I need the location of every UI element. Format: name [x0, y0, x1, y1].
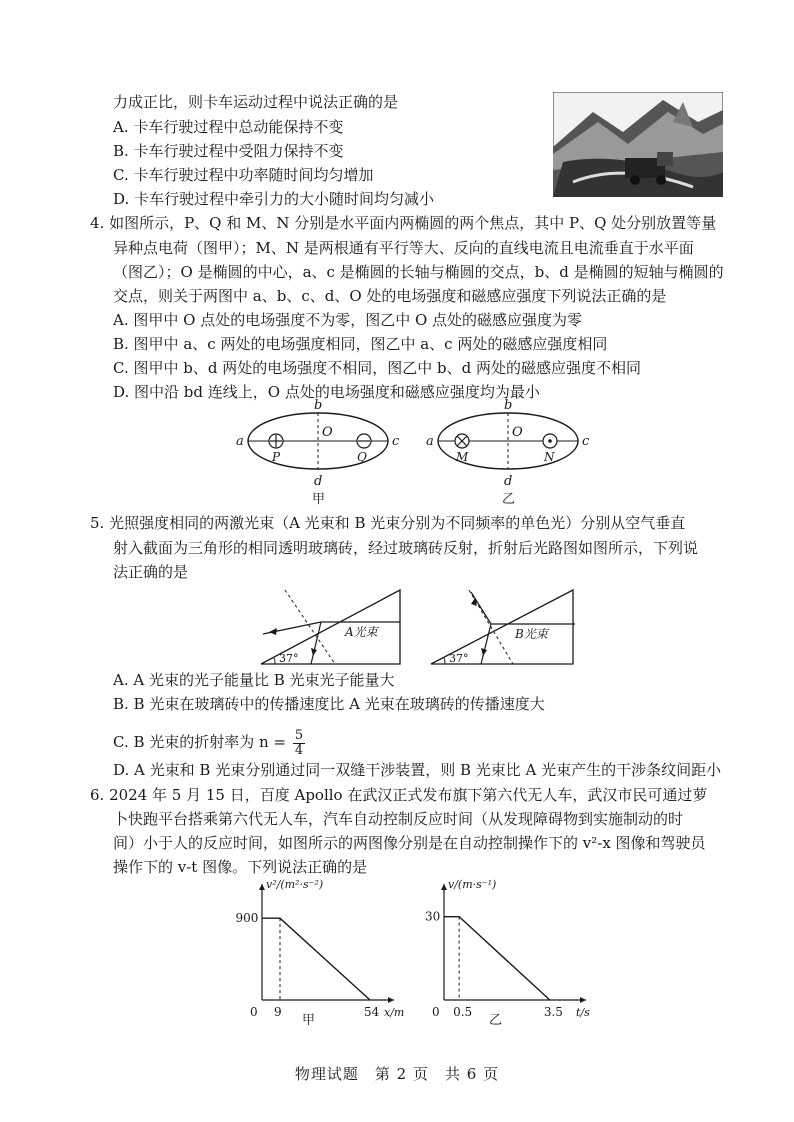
ellipse-figure-right [420, 395, 600, 507]
x-tick-label: 3.5 [543, 1005, 563, 1019]
q5-stem-line-2: 射入截面为三角形的相同透明玻璃砖，经过玻璃砖反射，折射后光路图如图所示，下列说 [113, 539, 699, 557]
x-tick-label: 54 [364, 1005, 380, 1019]
q6-stem-line-2: 卜快跑平台搭乘第六代无人车，汽车自动控制反应时间（从发现障碍物到实施制动的时 [113, 810, 684, 828]
q5-stem-line-3: 法正确的是 [113, 563, 189, 581]
q4-option-b: B. 图甲中 a、c 两处的电场强度相同，图乙中 a、c 两处的磁感应强度相同 [113, 335, 608, 353]
q6-stem-line-4: 操作下的 v-t 图像。下列说法正确的是 [113, 858, 368, 876]
fraction-numerator: 5 [294, 727, 304, 743]
label-n: N [544, 450, 555, 464]
fraction [293, 729, 305, 758]
q3-stem: 力成正比，则卡车运动过程中说法正确的是 [113, 93, 399, 111]
chart-caption: 甲 [302, 1013, 316, 1028]
y-axis-arrow-icon [441, 884, 447, 890]
beam-label: A光束 [345, 625, 378, 639]
q5-stem-line-1: 5. 光照强度相同的两激光束（A 光束和 B 光束分别为不同频率的单色光）分别从空气垂直 [90, 514, 686, 532]
series-line [444, 917, 550, 1000]
label-d: d [314, 474, 323, 489]
q4-option-c: C. 图甲中 b、d 两处的电场强度不相同，图乙中 b、d 两处的磁感应强度不相同 [113, 359, 641, 377]
x-tick-label: 0.5 [453, 1005, 473, 1019]
label-a: a [426, 434, 434, 449]
q6-stem-line-1: 6. 2024 年 5 月 15 日，百度 Apollo 在武汉正式发布旗下第六代无人车，武汉市民可通过萝 [90, 786, 708, 804]
label-c: c [392, 434, 400, 449]
label-o: O [512, 425, 523, 440]
label-p: P [272, 450, 281, 464]
x-axis-arrow-icon [580, 997, 586, 1003]
v2-x-chart [228, 868, 408, 1028]
q3-option-a: A. 卡车行驶过程中总动能保持不变 [113, 118, 344, 136]
q6-stem-line-3: 间）小于人的反应时间，如图所示的两图像分别是在自动控制操作下的 v²-x 图像和驾驶员 [113, 834, 706, 852]
fraction-denominator: 4 [294, 742, 304, 758]
label-a: a [236, 434, 244, 449]
q5-option-c [113, 722, 305, 762]
prism-figure-a [255, 588, 405, 668]
caption-jia: 甲 [312, 492, 326, 507]
q5-option-b: B. B 光束在玻璃砖中的传播速度比 A 光束在玻璃砖的传播速度大 [113, 695, 545, 713]
y-tick-label: 900 [235, 911, 259, 926]
prism-figure-b [425, 588, 580, 668]
q4-stem-line-4: 交点，则关于两图中 a、b、c、d、O 处的电场强度和磁感应强度下列说法正确的是 [113, 287, 667, 305]
truck-mountain-photo [553, 92, 723, 197]
q4-option-d: D. 图中沿 bd 连线上，O 点处的电场强度和磁感应强度均为最小 [113, 383, 540, 401]
q4-stem-line-1: 4. 如图所示，P、Q 和 M、N 分别是水平面内两椭圆的两个焦点，其中 P、Q 处分别放置等量 [90, 214, 717, 232]
q3-option-b: B. 卡车行驶过程中受阻力保持不变 [113, 142, 344, 160]
q4-stem-line-3: （图乙）；O 是椭圆的中心，a、c 是椭圆的长轴与椭圆的交点，b、d 是椭圆的短轴与椭圆的 [113, 263, 724, 281]
reflected-beam [481, 624, 491, 664]
q4-option-a: A. 图甲中 O 点处的电场强度不为零，图乙中 O 点处的磁感应强度为零 [113, 311, 583, 329]
x-axis-label: x/m [384, 1006, 405, 1019]
caption-yi: 乙 [502, 492, 516, 507]
label-b: b [504, 398, 513, 413]
x-axis-label: t/s [576, 1006, 590, 1019]
reflected-beam [311, 622, 321, 664]
label-m: M [456, 450, 469, 464]
label-b: b [314, 398, 323, 413]
label-q: Q [357, 450, 367, 464]
q3-option-d: D. 卡车行驶过程中牵引力的大小随时间均匀减小 [113, 190, 435, 208]
angle-label: 37° [449, 652, 469, 665]
x-tick-label: 0 [250, 1005, 258, 1019]
x-axis-arrow-icon [388, 997, 394, 1003]
v-t-chart [418, 868, 598, 1028]
q4-stem-line-2: 异种点电荷（图甲）；M、N 是两根通有平行等大、反向的直线电流且电流垂直于水平面 [113, 239, 694, 257]
ellipse-figure-left [230, 395, 410, 507]
y-axis-arrow-icon [259, 884, 265, 890]
q5-option-d: D. A 光束和 B 光束分别通过同一双缝干涉装置，则 B 光束比 A 光束产生的干涉条纹间距小 [113, 761, 722, 779]
angle-label: 37° [279, 652, 299, 665]
page-footer: 物理试题 第 2 页 共 6 页 [294, 1065, 500, 1083]
x-tick-label: 0 [432, 1005, 440, 1019]
y-axis-label: v/(m·s⁻¹) [448, 878, 497, 891]
chart-caption: 乙 [489, 1013, 503, 1028]
q3-option-c: C. 卡车行驶过程中功率随时间均匀增加 [113, 166, 374, 184]
y-tick-label: 30 [425, 909, 441, 924]
q5-option-a: A. A 光束的光子能量比 B 光束光子能量大 [113, 671, 395, 689]
refracted-beam [471, 592, 491, 624]
label-c: c [582, 434, 590, 449]
y-axis-label: v²/(m²·s⁻²) [266, 878, 324, 891]
q5-option-c-text: C. B 光束的折射率为 n = [113, 733, 287, 751]
series-line [262, 918, 370, 1000]
beam-label: B光束 [515, 627, 548, 641]
x-tick-label: 9 [274, 1005, 282, 1019]
label-d: d [504, 474, 513, 489]
label-o: O [322, 425, 333, 440]
